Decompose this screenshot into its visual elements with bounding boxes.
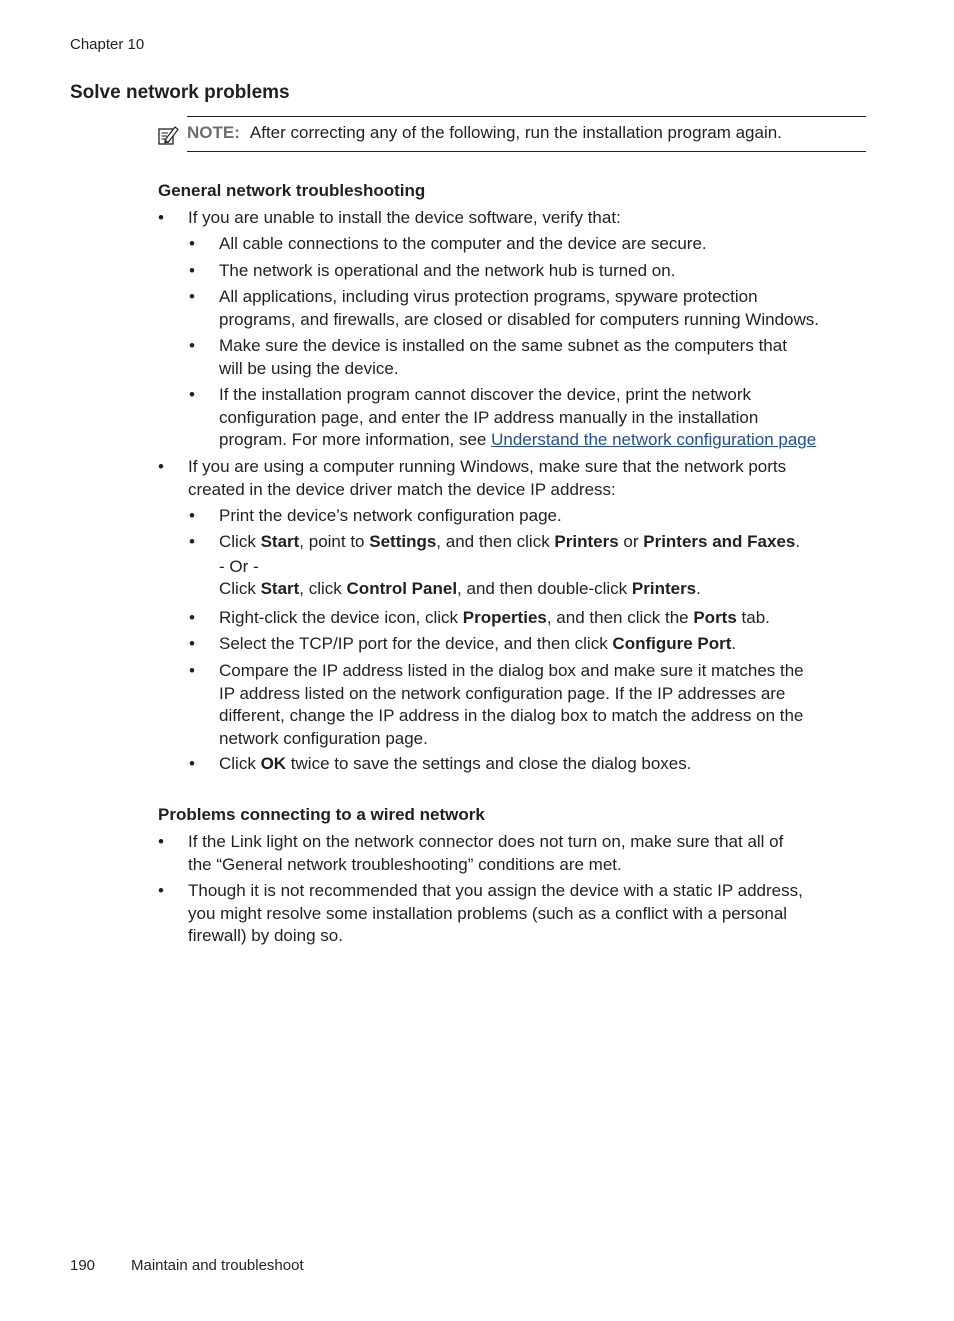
list-item: • All cable connections to the computer and the device are secure. bbox=[219, 233, 869, 256]
list-item: • If the Link light on the network connector does not turn on, make sure that all of the “General network troubleshooting” conditions are met. bbox=[188, 831, 868, 876]
chapter-header: Chapter 10 bbox=[70, 36, 145, 53]
list-item: • Right-click the device icon, click Properties, and then click the Ports tab. bbox=[219, 607, 869, 630]
list-item: • Click OK twice to save the settings and close the dialog boxes. bbox=[219, 753, 869, 776]
list-item: • The network is operational and the network hub is turned on. bbox=[219, 260, 869, 283]
list-item: • Click Start, point to Settings, and then click Printers or Printers and Faxes. - Or - Click Start, click Control Panel, and then double-click Printers. bbox=[219, 531, 869, 601]
page-number: 190 bbox=[70, 1257, 96, 1274]
page-title: Solve network problems bbox=[70, 82, 290, 103]
list-item: • If you are using a computer running Windows, make sure that the network ports created in the device driver match the device IP address: bbox=[188, 456, 868, 501]
list-item: • Compare the IP address listed in the dialog box and make sure it matches the IP address listed on the network configuration page. If the IP addresses are different, change the IP address in the dialog box to match the address on the network configuration page. bbox=[219, 660, 869, 750]
note-box bbox=[187, 116, 866, 152]
network-config-page-link[interactable]: Understand the network configuration page bbox=[491, 430, 817, 449]
note-label: NOTE: bbox=[187, 123, 240, 142]
note-text bbox=[187, 123, 782, 143]
list-item: • If you are unable to install the device software, verify that: bbox=[188, 207, 868, 230]
list-item: • All applications, including virus protection programs, spyware protection programs, and firewalls, are closed or disabled for computers running Windows. bbox=[219, 286, 869, 331]
section-heading-wired: Problems connecting to a wired network bbox=[158, 805, 485, 824]
note-pencil-icon bbox=[157, 124, 179, 146]
list-item: • Select the TCP/IP port for the device, and then click Configure Port. bbox=[219, 633, 869, 656]
note-body: After correcting any of the following, run the installation program again. bbox=[249, 123, 782, 142]
footer-section-title: Maintain and troubleshoot bbox=[131, 1257, 304, 1274]
list-item: • If the installation program cannot discover the device, print the network configuration page, and enter the IP address manually in the installation program. For more information, see Understand the network configuration page bbox=[219, 384, 869, 452]
section-heading-general: General network troubleshooting bbox=[158, 181, 426, 200]
list-item: • Print the device’s network configuration page. bbox=[219, 505, 869, 528]
list-item: • Though it is not recommended that you assign the device with a static IP address, you might resolve some installation problems (such as a conflict with a personal firewall) by doing so. bbox=[188, 880, 868, 948]
list-item: • Make sure the device is installed on the same subnet as the computers that will be using the device. bbox=[219, 335, 869, 380]
